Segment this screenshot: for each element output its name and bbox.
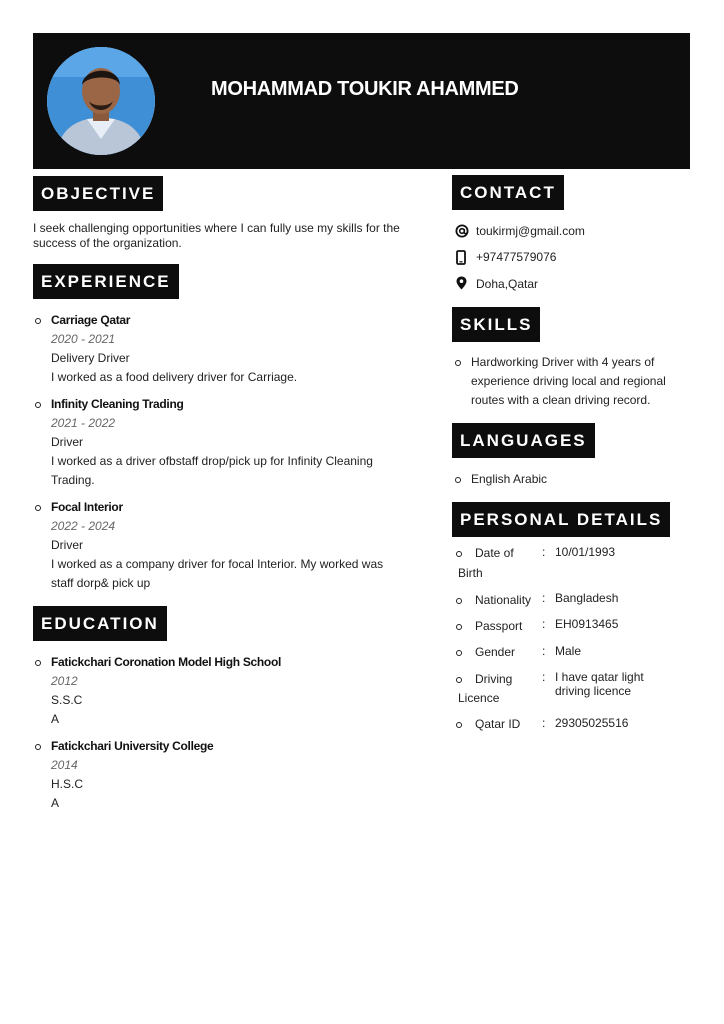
- experience-role: Driver: [51, 538, 83, 552]
- experience-company: Focal Interior: [51, 500, 123, 514]
- education-school: Fatickchari University College: [51, 739, 214, 753]
- experience-description: I worked as a driver ofbstaff drop/pick up for Infinity Cleaning: [51, 454, 373, 468]
- personal-details-heading: PERSONAL DETAILS: [452, 502, 670, 537]
- dob-value: 10/01/1993: [555, 545, 616, 559]
- candidate-name: MOHAMMAD TOUKIR AHAMMED: [211, 78, 519, 100]
- skills-line: Hardworking Driver with 4 years of: [471, 355, 655, 369]
- experience-company: Infinity Cleaning Trading: [51, 397, 184, 411]
- experience-years: 2020 - 2021: [51, 332, 116, 346]
- skills-line: experience driving local and regional: [471, 374, 666, 388]
- bullet-icon: [35, 660, 41, 666]
- experience-years: 2022 - 2024: [51, 519, 116, 533]
- objective-line: success of the organization.: [33, 236, 182, 250]
- education-grade: A: [51, 796, 60, 810]
- education-degree: H.S.C: [51, 777, 84, 791]
- education-degree: S.S.C: [51, 693, 83, 707]
- nationality-value: Bangladesh: [555, 591, 619, 605]
- bullet-icon: [456, 598, 462, 604]
- bullet-icon: [455, 477, 461, 483]
- colon: :: [542, 591, 546, 605]
- contact-heading: CONTACT: [452, 175, 564, 210]
- experience-item: [51, 311, 297, 387]
- colon: :: [542, 617, 546, 631]
- colon: :: [542, 644, 546, 658]
- languages-heading: LANGUAGES: [452, 423, 595, 458]
- experience-item: [51, 395, 373, 490]
- contact-phone[interactable]: +97477579076: [476, 250, 557, 264]
- experience-description: I worked as a company driver for focal Interior. My worked was: [51, 557, 384, 571]
- resume-header: [33, 33, 690, 169]
- mobile-phone-icon: [456, 250, 466, 265]
- experience-years: 2021 - 2022: [51, 416, 116, 430]
- bullet-icon: [35, 402, 41, 408]
- objective-heading: OBJECTIVE: [33, 176, 163, 211]
- profile-photo: [47, 47, 155, 155]
- skills-line: routes with a clean driving record.: [471, 393, 651, 407]
- experience-description: Trading.: [51, 473, 95, 487]
- nationality-label: Nationality: [475, 593, 532, 607]
- qatar-id-value: 29305025516: [555, 716, 629, 730]
- education-heading: EDUCATION: [33, 606, 167, 641]
- colon: :: [542, 545, 546, 559]
- passport-value: EH0913465: [555, 617, 619, 631]
- education-item: [51, 653, 281, 729]
- colon: :: [542, 670, 546, 684]
- objective-text: [33, 221, 400, 251]
- bullet-icon: [456, 551, 462, 557]
- qatar-id-label: Qatar ID: [475, 717, 521, 731]
- at-icon: [455, 224, 469, 238]
- contact-email[interactable]: toukirmj@gmail.com: [476, 224, 585, 238]
- contact-location: Doha,Qatar: [476, 277, 539, 291]
- gender-label: Gender: [475, 645, 516, 659]
- bullet-icon: [456, 624, 462, 630]
- gender-value: Male: [555, 644, 582, 658]
- map-pin-icon: [456, 276, 467, 290]
- education-school: Fatickchari Coronation Model High School: [51, 655, 282, 669]
- passport-label: Passport: [475, 619, 523, 633]
- bullet-icon: [455, 360, 461, 366]
- education-grade: A: [51, 712, 60, 726]
- dob-label: Date of: [475, 546, 514, 560]
- skills-heading: SKILLS: [452, 307, 540, 342]
- education-item: [51, 737, 213, 813]
- experience-description: staff dorp& pick up: [51, 576, 151, 590]
- bullet-icon: [456, 677, 462, 683]
- bullet-icon: [456, 650, 462, 656]
- licence-value: I have qatar light: [555, 670, 644, 684]
- bullet-icon: [35, 744, 41, 750]
- bullet-icon: [35, 505, 41, 511]
- languages-item: English Arabic: [471, 472, 548, 486]
- licence-value: driving licence: [555, 684, 632, 698]
- licence-label: Licence: [458, 691, 500, 705]
- experience-company: Carriage Qatar: [51, 313, 131, 327]
- experience-description: I worked as a food delivery driver for Carriage.: [51, 370, 298, 384]
- licence-label: Driving: [475, 672, 513, 686]
- education-year: 2014: [51, 758, 78, 772]
- bullet-icon: [456, 722, 462, 728]
- skills-item: [471, 353, 666, 410]
- dob-label: Birth: [458, 566, 483, 580]
- bullet-icon: [35, 318, 41, 324]
- objective-line: I seek challenging opportunities where I can fully use my skills for the: [33, 221, 400, 235]
- colon: :: [542, 716, 546, 730]
- experience-role: Driver: [51, 435, 83, 449]
- education-year: 2012: [51, 674, 78, 688]
- experience-heading: EXPERIENCE: [33, 264, 179, 299]
- experience-role: Delivery Driver: [51, 351, 130, 365]
- experience-item: [51, 498, 383, 593]
